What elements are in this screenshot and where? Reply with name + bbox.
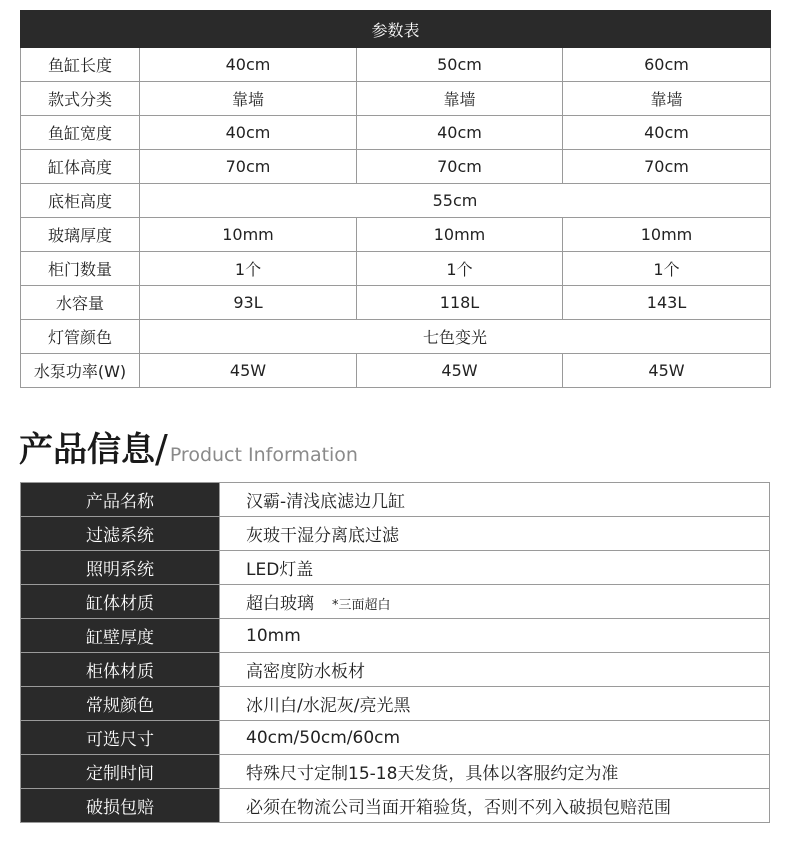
param-label: 鱼缸宽度 <box>21 116 140 150</box>
param-label: 柜门数量 <box>21 252 140 286</box>
info-label: 定制时间 <box>21 755 220 789</box>
section-title <box>19 420 358 470</box>
param-label: 缸体高度 <box>21 150 140 184</box>
info-row-filter-system <box>21 517 770 551</box>
param-row-glass-thickness <box>21 218 771 252</box>
info-row-product-name <box>21 483 770 517</box>
info-label: 缸壁厚度 <box>21 619 220 653</box>
info-label: 常规颜色 <box>21 687 220 721</box>
info-row-standard-colors <box>21 687 770 721</box>
param-value: 10mm <box>140 218 357 252</box>
param-value: 40cm <box>140 116 357 150</box>
param-value: 45W <box>563 354 771 388</box>
info-value: 冰川白/水泥灰/亮光黑 <box>220 687 770 721</box>
param-row-tank-height <box>21 150 771 184</box>
param-value: 40cm <box>563 116 771 150</box>
parameter-table-title: 参数表 <box>21 11 771 48</box>
param-value: 45W <box>140 354 357 388</box>
info-value: 10mm <box>220 619 770 653</box>
info-row-cabinet-material <box>21 653 770 687</box>
info-label: 缸体材质 <box>21 585 220 619</box>
param-value: 70cm <box>140 150 357 184</box>
param-row-tank-width <box>21 116 771 150</box>
param-label: 鱼缸长度 <box>21 48 140 82</box>
param-label: 水容量 <box>21 286 140 320</box>
param-label: 款式分类 <box>21 82 140 116</box>
info-value: 高密度防水板材 <box>220 653 770 687</box>
param-value: 143L <box>563 286 771 320</box>
info-row-optional-sizes <box>21 721 770 755</box>
parameter-table <box>20 10 771 388</box>
param-row-tank-length <box>21 48 771 82</box>
section-title-en: Product Information <box>169 444 358 466</box>
info-value: 特殊尺寸定制15-18天发货，具体以客服约定为准 <box>220 755 770 789</box>
param-row-light-color <box>21 320 771 354</box>
param-label: 灯管颜色 <box>21 320 140 354</box>
parameter-table-header-row <box>21 11 771 48</box>
param-value: 靠墙 <box>140 82 357 116</box>
param-value: 10mm <box>357 218 563 252</box>
info-value-cell <box>220 585 770 619</box>
param-value: 45W <box>357 354 563 388</box>
section-title-zh: 产品信息 <box>19 430 155 470</box>
info-label: 破损包赔 <box>21 789 220 823</box>
info-value: 汉霸-清浅底滤边几缸 <box>220 483 770 517</box>
param-value: 40cm <box>357 116 563 150</box>
param-label: 底柜高度 <box>21 184 140 218</box>
info-note: *三面超白 <box>332 598 391 613</box>
param-value: 60cm <box>563 48 771 82</box>
param-row-cabinet-height <box>21 184 771 218</box>
info-value: 40cm/50cm/60cm <box>220 721 770 755</box>
info-value: 灰玻干湿分离底过滤 <box>220 517 770 551</box>
param-row-water-capacity <box>21 286 771 320</box>
param-label: 玻璃厚度 <box>21 218 140 252</box>
param-value: 1个 <box>357 252 563 286</box>
info-row-custom-lead-time <box>21 755 770 789</box>
param-value: 靠墙 <box>357 82 563 116</box>
info-label: 产品名称 <box>21 483 220 517</box>
info-row-wall-thickness <box>21 619 770 653</box>
param-value: 1个 <box>563 252 771 286</box>
info-row-damage-compensation <box>21 789 770 823</box>
info-row-tank-material <box>21 585 770 619</box>
param-value: 70cm <box>563 150 771 184</box>
section-title-slash: / <box>155 427 168 471</box>
param-value: 靠墙 <box>563 82 771 116</box>
info-label: 过滤系统 <box>21 517 220 551</box>
param-value: 70cm <box>357 150 563 184</box>
param-row-style <box>21 82 771 116</box>
param-value: 118L <box>357 286 563 320</box>
param-value: 1个 <box>140 252 357 286</box>
info-label: 可选尺寸 <box>21 721 220 755</box>
param-value: 40cm <box>140 48 357 82</box>
info-value: LED灯盖 <box>220 551 770 585</box>
param-row-pump-power <box>21 354 771 388</box>
info-label: 柜体材质 <box>21 653 220 687</box>
param-value: 93L <box>140 286 357 320</box>
param-value: 10mm <box>563 218 771 252</box>
info-row-lighting-system <box>21 551 770 585</box>
param-label: 水泵功率(W) <box>21 354 140 388</box>
param-row-door-count <box>21 252 771 286</box>
product-info-table <box>20 482 770 823</box>
info-label: 照明系统 <box>21 551 220 585</box>
info-value: 超白玻璃 <box>246 594 314 614</box>
param-value-merged: 55cm <box>140 184 771 218</box>
param-value-merged: 七色变光 <box>140 320 771 354</box>
info-value: 必须在物流公司当面开箱验货，否则不列入破损包赔范围 <box>220 789 770 823</box>
param-value: 50cm <box>357 48 563 82</box>
